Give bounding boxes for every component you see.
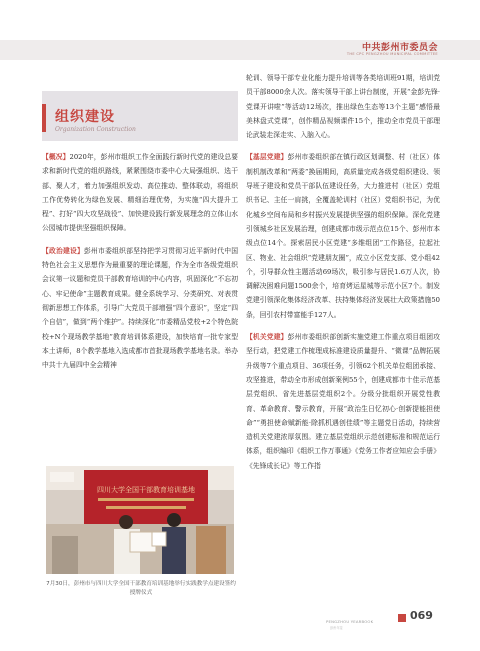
paragraph-continued xyxy=(246,71,440,142)
signing-ceremony-illustration xyxy=(46,466,234,574)
paragraph-text: 彭州市委组织部创新实施党建工作重点项目组团攻坚行动，把党建工作梳理成标准建设质量提升、“微课”品牌拓展升级等7个重点项目、36项任务，引领62个机关单位组团承接、攻坚推进，带动全市形成创新案例55个，创建成都市十佳示范基层党组织、省先进基层党组织2个。分级分批组织开展党性教育、革命教育、警示教育，开展“政治生日忆初心·创新提能担使命”“勇担使命赋新能·除抓机遇创佳绩”等主题党日活动，持续营造机关党建浓厚氛围。建立基层党组织示范创建标准和规范运行体系，组织编印《组织工作万事通》《党务工作者应知应会手册》《先锋成长记》等工作指 xyxy=(246,333,441,470)
header-subtitle: THE CPC PENGZHOU MUNICIPAL COMMITTEE xyxy=(346,52,438,56)
paragraph-label: 【基层党建】 xyxy=(246,153,288,162)
section-title: 组织建设 xyxy=(55,109,115,125)
paragraph-label: 【机关党建】 xyxy=(246,333,288,342)
paragraph-text: 2020年，彭州市组织工作全面践行新时代党的建设总要求和新时代党的组织路线，紧紧围绕市委中心大局强组织、选干部、聚人才，着力加强组织发动、高位推动、整体联动，将组织工作优势转化为绿色发展、精细治理优势，为实施“四大提升工程”、打好“四大攻坚战役”、加快建设践行新发展理念的立体山水公园城市提供坚强组织保障。 xyxy=(42,153,239,233)
footer-accent-square xyxy=(398,614,406,622)
photo-caption: 7月30日，彭州市与四川大学全国干部教育培训基地举行实践教学点建设签约授牌仪式 xyxy=(46,581,236,596)
paragraph-text: 彭州市委组织部坚持把学习贯彻习近平新时代中国特色社会主义思想作为最重要的理论课题，作为全市各级党组织会议第一议题和党员干部教育培训的中心内容，巩固深化“不忘初心、牢记使命”主题教育成果。健全系统学习、分类研究、对表贯彻新思想工作体系，引导广大党员干部增强“四个意识”，坚定“四个自信”，做到“两个维护”。持续深化“市委精品党校+2个特色院校+N个现场教学基地”教育培训体系建设，加快培育一批专家型本土讲师，8个教学基地入选成都市首批现场教学基地名录。举办中共十九届四中全会精神 xyxy=(42,246,239,370)
event-photo xyxy=(46,466,234,574)
paragraph-label: 【政治建设】 xyxy=(42,246,85,255)
paragraph-agency-construction xyxy=(246,330,440,473)
page-number: 069 xyxy=(410,609,433,622)
paragraph-text: 轮训、领导干部专业化能力提升培训等各类培训班91期，培训党员干部8000余人次。落实领导干部上讲台制度，开展“金彭先锋·党课开讲啦”等活动12场次，推出绿色生态等13个主题“感悟最美林盘式党课”，创作精品视频课件15个，推动全市党员干部理论武装走深走实、入脑入心。 xyxy=(246,74,440,140)
paragraph-text: 彭州市委组织部在镇行政区划调整、村（社区）体制机制改革和“两委”换届期间，高质量完成各级党组织建设、领导班子建设和党员干部队伍建设任务，大力推进村（社区）党组织书记、主任一肩挑，全覆盖轮训村（社区）党组织书记，为优化城乡空间布局和乡村振兴发展提供坚强的组织保障。深化党建引领城乡社区发展治理，创建成都市级示范点位15个、彭州市本级点位14个。探索居民小区党建“多维组团”工作路径，拉起社区、物业、社会组织“党建朋友圈”，成立小区党支部、党小组42个，引导群众性主题活动69场次，吸引参与居民1.6万人次，协调解决困难问题1500余个，培育烤运星城等示范小区7个。制发党建引领深化集体经济改革、扶持集体经济发展壮大政策措施50条，回引农村带富能手127人。 xyxy=(246,153,441,319)
header-title: 中共彭州市委员会 xyxy=(361,43,438,53)
section-accent-bar xyxy=(42,104,46,132)
left-column xyxy=(42,150,238,372)
section-subtitle: Organization Construction xyxy=(55,126,136,133)
paragraph-political-construction xyxy=(42,244,238,373)
footer-subtitle: PENGZHOU YEARBOOK xyxy=(326,619,374,624)
photo-banner-text: 四川大学全国干部教育培训基地 xyxy=(97,486,195,494)
paragraph-overview xyxy=(42,150,238,236)
right-column xyxy=(246,71,440,473)
footer-subtitle-cn: 彭州年鉴 xyxy=(330,626,343,630)
paragraph-label: 【概况】 xyxy=(42,153,70,161)
paragraph-grassroots-construction xyxy=(246,150,440,322)
